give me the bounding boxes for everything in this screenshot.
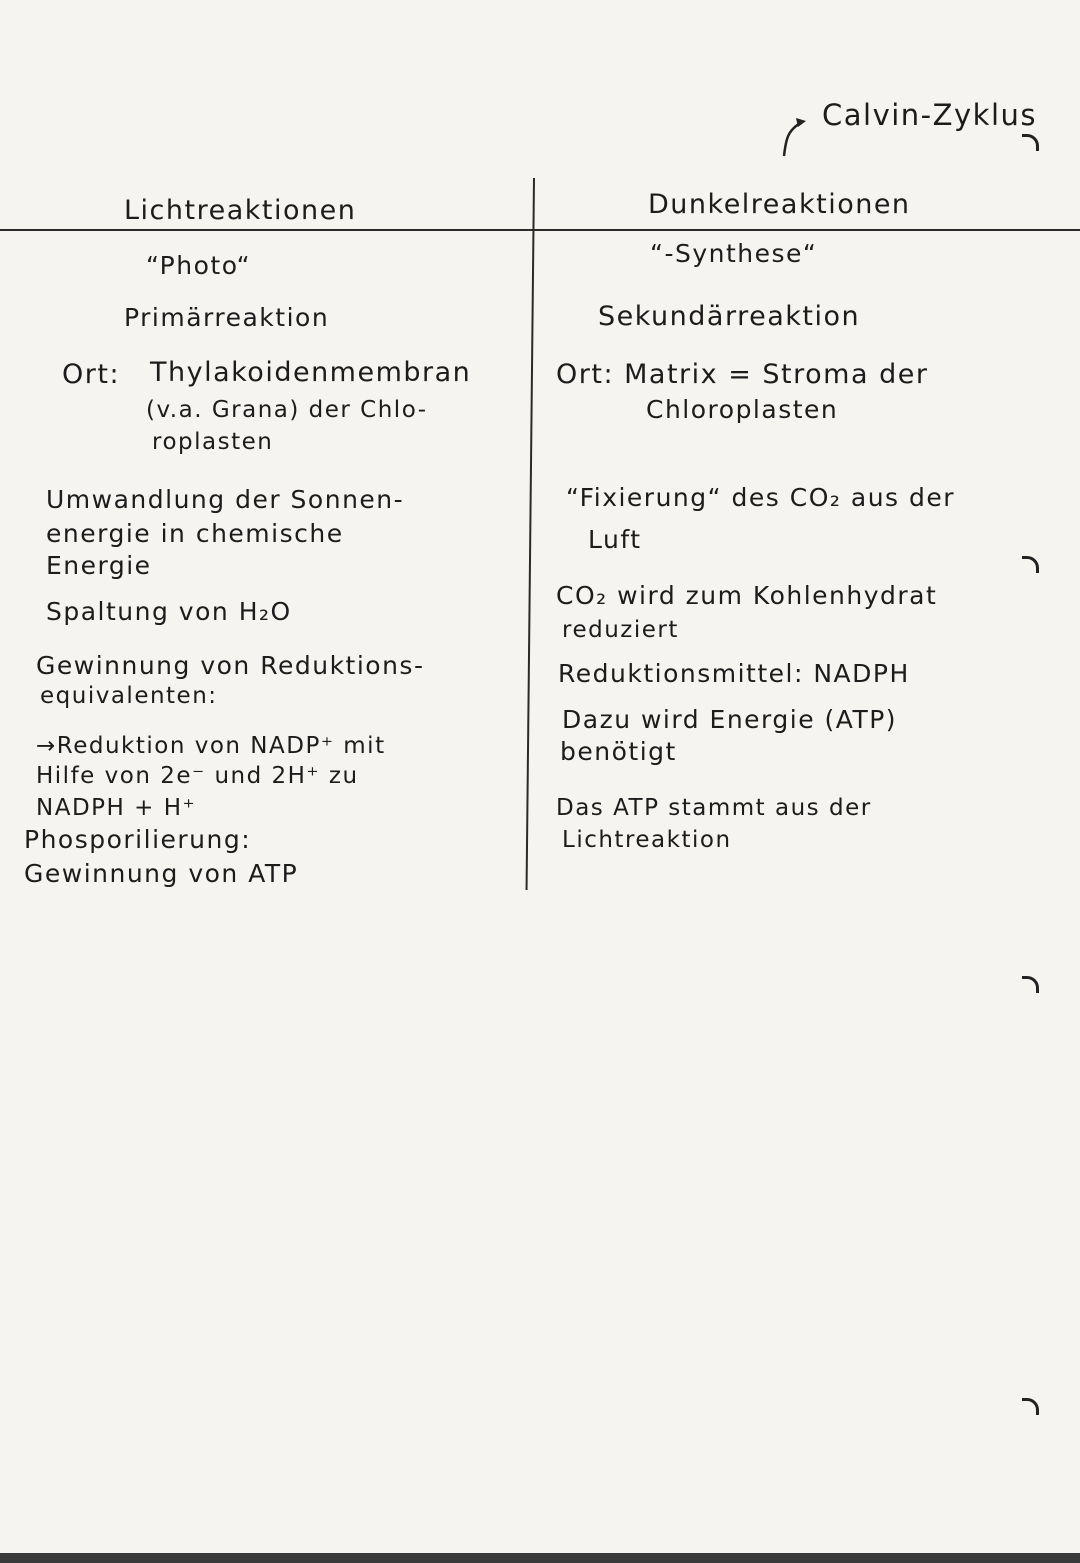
left-ort-line1: Thylakoidenmembran — [150, 357, 472, 388]
left-ort-line2: (v.a. Grana) der Chlo- — [146, 397, 428, 423]
right-co2-line2: reduziert — [562, 617, 679, 643]
right-sub-secondary: Sekundärreaktion — [598, 301, 861, 332]
left-umw-line2: energie in chemische — [46, 519, 344, 548]
right-reduktionsmittel: Reduktionsmittel: NADPH — [558, 659, 910, 688]
right-atp-line2: Lichtreaktion — [562, 827, 732, 853]
right-fix-line1: “Fixierung“ des CO₂ aus der — [566, 483, 956, 512]
left-sub-photo: “Photo“ — [146, 251, 252, 280]
binder-hole-mark — [1022, 556, 1039, 573]
right-heading: Dunkelreaktionen — [648, 189, 911, 220]
left-phos-line1: Phosporilierung: — [24, 825, 252, 854]
right-dazu-line1: Dazu wird Energie (ATP) — [562, 705, 898, 734]
binder-hole-mark — [1022, 134, 1039, 151]
left-sub-primary: Primärreaktion — [124, 303, 330, 332]
left-red-line2: Hilfe von 2e⁻ und 2H⁺ zu — [36, 763, 359, 789]
right-ort-line2: Chloroplasten — [646, 395, 839, 424]
calvin-cycle-label: Calvin-Zyklus — [822, 98, 1038, 132]
table-vertical-rule — [526, 178, 535, 890]
left-phos-line2: Gewinnung von ATP — [24, 859, 299, 888]
left-gew-line1: Gewinnung von Reduktions- — [36, 651, 425, 680]
left-red-line3: NADPH + H⁺ — [36, 795, 197, 821]
right-dazu-line2: benötigt — [560, 737, 677, 766]
left-spaltung: Spaltung von H₂O — [46, 597, 292, 626]
right-ort-line1: Ort: Matrix = Stroma der — [556, 359, 929, 390]
right-fix-line2: Luft — [588, 525, 642, 554]
right-sub-synthese: “-Synthese“ — [650, 239, 818, 268]
left-heading: Lichtreaktionen — [124, 195, 357, 226]
left-umw-line1: Umwandlung der Sonnen- — [46, 485, 405, 514]
table-horizontal-rule — [0, 229, 1080, 231]
right-co2-line1: CO₂ wird zum Kohlenhydrat — [556, 581, 938, 610]
left-umw-line3: Energie — [46, 551, 152, 580]
left-gew-line2: equivalenten: — [40, 683, 218, 709]
left-ort-line3: roplasten — [152, 429, 274, 455]
left-ort-label: Ort: — [62, 359, 121, 390]
page-bottom-edge — [0, 1553, 1080, 1563]
left-red-line1: →Reduktion von NADP⁺ mit — [36, 733, 386, 759]
binder-hole-mark — [1022, 976, 1039, 993]
binder-hole-mark — [1022, 1398, 1039, 1415]
right-atp-line1: Das ATP stammt aus der — [556, 795, 872, 821]
arrow-icon — [778, 108, 818, 158]
